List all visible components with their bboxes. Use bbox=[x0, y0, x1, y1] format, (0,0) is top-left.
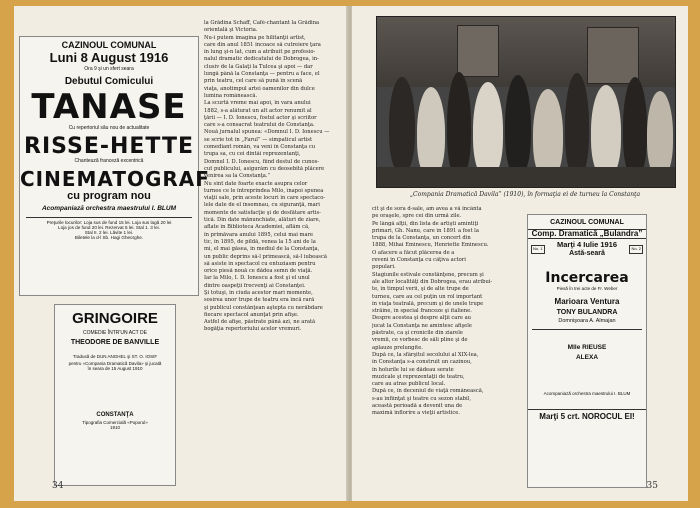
poster2-line2: COMEDIE ÎNTR'UN ACT DE bbox=[83, 329, 147, 336]
right-body-line: muzicale şi reprezentaţii de teatru, bbox=[372, 373, 465, 380]
left-body-line: mi, el mai găsea, în mediul de la Constanţa, bbox=[204, 246, 320, 253]
left-body-line: comediant român, va veni în Constanţa cu bbox=[204, 144, 316, 151]
poster3-line5: Incercarea bbox=[545, 270, 629, 287]
right-body-line: Pe lângă alţii, din lista de artişti amintiţi bbox=[372, 220, 479, 227]
poster1-line1: CAZINOUL COMUNAL bbox=[61, 40, 157, 50]
left-body-text bbox=[204, 20, 342, 334]
right-body-line: această perioadă a devenit una de bbox=[372, 403, 463, 410]
right-body-line: în Constanţa s-a construit un cazinou, bbox=[372, 359, 472, 366]
right-body-line: reveni în Constanţa cu câţiva actori bbox=[372, 257, 466, 264]
poster3-line11: ALEXA bbox=[575, 354, 599, 362]
left-body-line: momente de satisfacţie şi de desfătare artis- bbox=[204, 209, 321, 216]
right-body-line: în viaţa teatrală, precum şi de unele trupe bbox=[372, 300, 484, 307]
poster1-line4: Debutul Comicului bbox=[64, 75, 154, 87]
left-body-line: se scrie tot în „Farul” — simpaticul artist bbox=[204, 136, 313, 143]
left-body-line: La scurtă vreme mai apoi, în vara anului bbox=[204, 100, 311, 107]
left-body-line: Nu-i putem imagina pe hilitanţii artist, bbox=[204, 34, 306, 41]
right-body-line: primari, Gh. Nanu, care în 1891 a fost la bbox=[372, 227, 479, 234]
right-body-line: jucat la Constanţa ne amintesc afişele bbox=[372, 322, 472, 329]
left-body-line: dintre oaspeţii frecvenţi ai Constanţei. bbox=[204, 282, 306, 289]
poster3-line12: Acompaniază orchestra maestrului I. BLUM bbox=[543, 390, 631, 396]
poster2-line7: CONSTANŢA bbox=[96, 411, 134, 418]
photo-caption: „Compania Dramatică Davila” (1910), în formaţia ei de turneu la Constanţa bbox=[409, 191, 641, 198]
right-body-line: După ce, în deceniul de viaţă românească, bbox=[372, 388, 484, 395]
left-body-line: Astfel de afişe, păstrate până azi, ne arată bbox=[204, 319, 316, 326]
right-body-line: Despre acestea şi despre alţii care au bbox=[372, 315, 472, 322]
poster3-line10: Mlle RIEUSE bbox=[567, 344, 607, 352]
poster3-line9: Domnişoara A. Almajan bbox=[558, 318, 616, 325]
poster3-badge-right: No. 2 bbox=[629, 245, 643, 253]
poster3-line4: Astă-seară bbox=[569, 249, 605, 257]
left-body-line: Nu sînt date foarte exacte asupra celor bbox=[204, 180, 308, 187]
left-body-line: să asiste în spectacol cu entuziasm pentru bbox=[204, 260, 316, 267]
poster2-line1: GRINGOIRE bbox=[72, 310, 158, 327]
poster1-line15: Biletele la d-l Sb. Hagi Gheorghe. bbox=[74, 234, 144, 240]
poster2-line6: în seara de 15 August 1910 bbox=[87, 365, 143, 371]
right-body-line: s-au înfiinţat şi teatre cu sezon stabil, bbox=[372, 395, 471, 402]
page-number-left: 34 bbox=[52, 481, 64, 491]
left-body-line: trupa sa, cu cei dintâi reprezentanţi, bbox=[204, 151, 301, 158]
poster2-line9: 1910 bbox=[109, 425, 120, 431]
right-body-line: străine, în special franceze şi italiene. bbox=[372, 308, 472, 315]
right-body-line: maximă înflorire a vieţii artistice. bbox=[372, 410, 460, 417]
right-body-line: vremii, ce vorbesc de săli pline şi de bbox=[372, 337, 468, 344]
left-body-line: Şi totuşi, în ciuda acestor mari momente, bbox=[204, 289, 313, 296]
poster-tanase bbox=[19, 36, 210, 296]
right-body-line: te, în timpul verii, şi de alte trupe de bbox=[372, 286, 469, 293]
left-page bbox=[14, 6, 349, 501]
left-body-line: tică. Din date mănunchiate, alături de ziare, bbox=[204, 217, 321, 224]
left-body-line: Domnul I. D. Ionescu, fiind destul de cunos- bbox=[204, 158, 319, 165]
poster1-line2: Luni 8 August 1916 bbox=[49, 49, 169, 65]
left-body-line: Iar la Milo, I. D. Ionescu a fost şi el unul bbox=[204, 275, 310, 282]
left-body-line: sosirea unor trupe de teatru era încă rară bbox=[204, 297, 315, 304]
left-body-line: cut publicului, asigurăm cu deosebită plăcere bbox=[204, 165, 325, 172]
right-body-line: cit şi de sora d-sale, am avea a vă încânta bbox=[372, 206, 482, 212]
left-body-line: clusiv de la Galaţi la Tulcea şi apoi — dar bbox=[204, 63, 313, 70]
poster3-line3: Marţi 4 Iulie 1916 bbox=[556, 240, 618, 250]
right-body-line: care au atras publicul local. bbox=[372, 381, 446, 388]
right-body-line: Stagiunile estivale constănţene, precum şi bbox=[372, 271, 484, 278]
left-body-line: fiecare spectacol anunţat prin afişe. bbox=[204, 311, 299, 318]
left-body-line: viaţii sale, prin aceste locuri în care spectaco- bbox=[204, 195, 326, 202]
left-body-line: ţării — I. D. Ionescu, fostul actor şi scriitor bbox=[204, 114, 317, 121]
left-body-line: prin teatru, cel care să pună în scenă bbox=[204, 78, 303, 85]
poster1-line5: TANASE bbox=[31, 86, 187, 127]
troupe-photo bbox=[376, 16, 676, 188]
left-body-line: bogăţia repertoriului acelor vremuri. bbox=[204, 326, 302, 333]
left-body-line: orientală şi Victoria. bbox=[204, 27, 258, 34]
poster3-line13: Marţi 5 crt. NOROCUL EI! bbox=[528, 409, 646, 422]
poster1-line7: RISSE-HETTE bbox=[24, 133, 194, 159]
poster3-line7: Marioara Ventura bbox=[554, 296, 620, 306]
right-body-line: pe oraşele, spre cei din urmă zile. bbox=[372, 213, 462, 220]
right-body-line: 1888, Mihai Eminescu, Henriette Eminescu. bbox=[372, 242, 489, 249]
right-body-line: O afacere a făcut plăcerea de a bbox=[372, 249, 455, 256]
left-body-line: la Grădina Schaff, Café-chantant la Grădina bbox=[204, 20, 320, 26]
poster1-line3: Ora 9 şi un sfert seara bbox=[84, 66, 134, 73]
right-body-line: După ce, la sfârşitul secolului al XIX-lea, bbox=[372, 351, 479, 358]
right-body-line: în holurile lui se dădeau serate bbox=[372, 366, 454, 373]
right-page bbox=[352, 6, 688, 501]
left-body-line: venirea sa la Constanţa.” bbox=[204, 173, 271, 180]
left-body-line: 1882, s-a alăturat un alt actor renumit al bbox=[204, 107, 312, 114]
right-body-line: trupa de la Constanţa, un concert din bbox=[372, 235, 471, 242]
left-body-line: turnee ce le întreprindea Milo, înapoi spunea bbox=[204, 187, 324, 194]
left-body-line: lungă până la Constanţa — pentru a face, el bbox=[204, 71, 320, 78]
left-body-line: lumina românească. bbox=[204, 92, 258, 99]
poster3-line8: TONY BULANDRA bbox=[556, 308, 618, 316]
right-body-line: turneu, care au cel puţin un rol important bbox=[372, 293, 483, 300]
left-body-line: aflate în Biblioteca Academiei, aflăm că, bbox=[204, 224, 310, 231]
poster-gringoire bbox=[54, 304, 176, 486]
poster1-line9: CINEMATOGRAF bbox=[20, 167, 210, 192]
poster1-line8: Chanteuză franceză excentrică bbox=[74, 157, 144, 164]
left-body-line: care din anul 1851 încoace să cutreiere ţara bbox=[204, 41, 321, 48]
left-body-line: nalul dramatic dedicatului de Dobrogea, in- bbox=[204, 56, 319, 63]
poster2-line4: Tradusă de DUN ANGHEL şi ST. O. IOSIF bbox=[72, 353, 158, 359]
poster2-line3: THEODORE DE BANVILLE bbox=[70, 339, 160, 346]
poster3-line2: Comp. Dramatică „Bulandra” bbox=[528, 229, 646, 240]
poster1-line11: Acompaniază orchestra maestrului I. BLUM bbox=[41, 205, 176, 213]
left-body-line: în lung şi-n lat, cum a atribuit pe profesio- bbox=[204, 49, 316, 56]
poster1-line14: Stal II. 2 lei. Lăvite 1 lei. bbox=[84, 229, 134, 235]
right-body-line: ale altor localităţi din Dobrogea, erau atribui- bbox=[372, 278, 493, 285]
right-body-line: păstrate, ca şi cronicile din ziarele bbox=[372, 330, 463, 337]
right-body-line: populari. bbox=[372, 264, 396, 271]
poster2-line5: pentru «Compania Dramatică Davila» şi jucată bbox=[68, 360, 162, 366]
left-body-line: Nouă jurnalul spunea: «Domnul I. D. Ionescu — bbox=[204, 129, 330, 136]
poster3-line6: Piesă în trei acte de Fr. Weber bbox=[556, 285, 618, 291]
left-body-line: viaţa, anotimpul artei oamenilor din dulce bbox=[204, 85, 315, 92]
poster-bulandra bbox=[527, 214, 647, 488]
right-body-line: aplauze prelungite. bbox=[372, 344, 423, 351]
left-body-line: în primăvara anului 1895, celui mai mare bbox=[204, 231, 314, 238]
left-body-line: şi publicul constănţean aştepta cu nerăbdare bbox=[204, 304, 323, 311]
poster1-line13: Loja jos de fund 20 lei. Rezervat 5 lei. Stal 1. 3 lei. bbox=[58, 224, 160, 230]
poster2-line8: Tipografia Comercială «Poporul» bbox=[82, 420, 148, 426]
left-body-line: orice piesă nouă ce dădea semn de viaţă. bbox=[204, 268, 313, 275]
page-number-right: 35 bbox=[646, 481, 658, 491]
poster3-badge-left: No. 1 bbox=[531, 245, 545, 253]
left-body-line: un public deprins să-l primească, să-l iubească bbox=[204, 253, 327, 260]
poster1-line6: Cu repertoriul său nou de actualitate bbox=[68, 125, 150, 132]
poster1-line12: Preţurile locurilor: Loja sus de fund 15 lei. Loja sus lagă 20 lei bbox=[46, 219, 172, 225]
poster1-line10: cu program nou bbox=[67, 190, 151, 203]
left-body-line: lele date de el însemnau, cu siguranţă, mari bbox=[204, 202, 320, 209]
right-body-text bbox=[372, 206, 522, 418]
left-body-line: tic, în 1895, de pildă, venea la 15 ani de la bbox=[204, 238, 316, 245]
poster3-line1: CAZINOUL COMUNAL bbox=[550, 219, 624, 226]
left-body-line: care s-a consacrat teatrului de Constanţa. bbox=[204, 122, 315, 129]
